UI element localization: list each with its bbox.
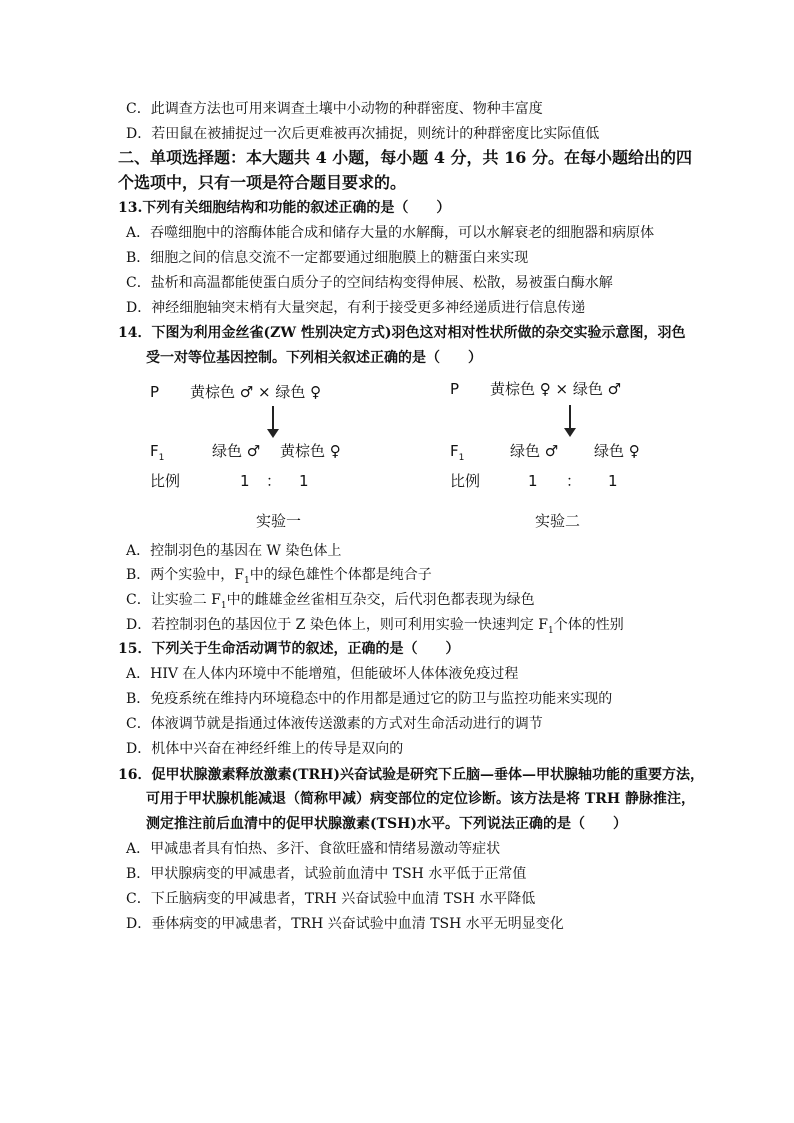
question-14-option-d: D．若控制羽色的基因位于 Z 染色体上，则可利用实验一快速判定 $F_1$个体的性别 <box>126 617 624 636</box>
exp1-f1-left: 绿色 ♂ <box>212 442 261 460</box>
question-13-option-a: A．吞噬细胞中的溶酶体能合成和储存大量的水解酶，可以水解衰老的细胞器和病原体 <box>126 225 655 241</box>
question-16-stem-line1: 16．促甲状腺激素释放激素(TRH)兴奋试验是研究下丘脑—垂体—甲状腺轴功能的重要方法， <box>118 767 705 783</box>
question-13-stem: 13.下列有关细胞结构和功能的叙述正确的是（ ） <box>118 200 451 216</box>
exp2-ratio-right: 1 <box>608 472 618 490</box>
question-14-option-b: B．两个实验中，$F_1$中的绿色雄性个体都是纯合子 <box>126 567 432 586</box>
question-15-stem: 15．下列关于生命活动调节的叙述，正确的是（ ） <box>118 641 460 657</box>
exp1-ratio-right: 1 <box>299 472 309 490</box>
exp1-parent-cross: 黄棕色 ♂ × 绿色 ♀ <box>190 383 322 401</box>
exp1-arrow <box>272 406 274 430</box>
exp2-ratio-label: 比例 <box>450 472 481 490</box>
question-13-option-d: D．神经细胞轴突末梢有大量突起，有利于接受更多神经递质进行信息传递 <box>126 300 586 316</box>
question-15-option-b: B．免疫系统在维持内环境稳态中的作用都是通过它的防卫与监控功能来实现的 <box>126 691 613 707</box>
section-heading-line2: 个选项中，只有一项是符合题目要求的。 <box>118 173 407 192</box>
exp1-caption: 实验一 <box>256 512 302 530</box>
question-15-option-c: C．体液调节就是指通过体液传送激素的方式对生命活动进行的调节 <box>126 716 543 732</box>
exp2-parent-cross: 黄棕色 ♀ × 绿色 ♂ <box>490 380 622 398</box>
exp2-f1-label: $F_1$ <box>450 442 465 463</box>
exp2-f1-left: 绿色 ♂ <box>510 442 559 460</box>
question-14-stem-line2: 受一对等位基因控制。下列相关叙述正确的是（ ） <box>146 350 482 366</box>
exp1-p-label: P <box>150 383 160 401</box>
question-14-option-c: C．让实验二 $F_1$中的雌雄金丝雀相互杂交，后代羽色都表现为绿色 <box>126 592 535 611</box>
option-c-prev: C．此调查方法也可用来调查土壤中小动物的种群密度、物种丰富度 <box>126 101 543 117</box>
question-14-stem-line1: 14．下图为利用金丝雀(ZW 性别决定方式)羽色这对相对性状所做的杂交实验示意图，羽色 <box>118 325 686 341</box>
option-d-prev: D．若田鼠在被捕捉过一次后更难被再次捕捉，则统计的种群密度比实际值低 <box>126 126 600 142</box>
question-15-option-a: A．HIV 在人体内环境中不能增殖，但能破坏人体体液免疫过程 <box>126 666 519 682</box>
exp1-f1-label: $F_1$ <box>150 442 165 463</box>
exp1-ratio-colon: ： <box>266 472 282 490</box>
question-16-stem-line3: 测定推注前后血清中的促甲状腺激素(TSH)水平。下列说法正确的是（ ） <box>146 816 628 832</box>
exp2-f1-right: 绿色 ♀ <box>594 442 640 460</box>
exp1-ratio-label: 比例 <box>150 472 181 490</box>
question-16-option-d: D．垂体病变的甲减患者，TRH 兴奋试验中血清 TSH 水平无明显变化 <box>126 916 564 932</box>
exp2-caption: 实验二 <box>535 512 581 530</box>
question-13-option-b: B．细胞之间的信息交流不一定都要通过细胞膜上的糖蛋白来实现 <box>126 250 529 266</box>
section-heading-line1: 二、单项选择题：本大题共 4 小题，每小题 4 分，共 16 分。在每小题给出的四 <box>118 148 692 167</box>
exp2-arrow <box>569 405 571 429</box>
exp2-p-label: P <box>450 380 460 398</box>
question-16-option-c: C．下丘脑病变的甲减患者，TRH 兴奋试验中血清 TSH 水平降低 <box>126 891 536 907</box>
question-15-option-d: D．机体中兴奋在神经纤维上的传导是双向的 <box>126 741 404 757</box>
exp2-ratio-colon: ： <box>566 472 582 490</box>
question-13-option-c: C．盐析和高温都能使蛋白质分子的空间结构变得伸展、松散，易被蛋白酶水解 <box>126 275 613 291</box>
question-16-option-a: A．甲减患者具有怕热、多汗、食欲旺盛和情绪易激动等症状 <box>126 841 501 857</box>
exp2-ratio-left: 1 <box>528 472 538 490</box>
question-14-option-a: A．控制羽色的基因在 W 染色体上 <box>126 543 342 559</box>
exp1-f1-right: 黄棕色 ♀ <box>280 442 341 460</box>
exp1-ratio-left: 1 <box>240 472 250 490</box>
question-16-option-b: B．甲状腺病变的甲减患者，试验前血清中 TSH 水平低于正常值 <box>126 866 527 882</box>
question-16-stem-line2: 可用于甲状腺机能减退（简称甲减）病变部位的定位诊断。该方法是将 TRH 静脉推注， <box>146 791 696 807</box>
